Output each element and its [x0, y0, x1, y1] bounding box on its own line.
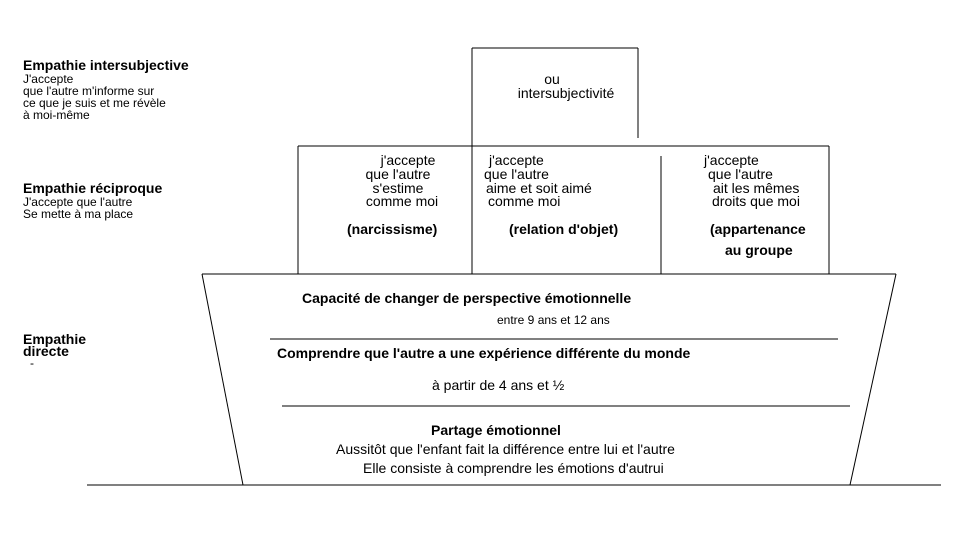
intersubjective-line-3: ce que je suis et me révèle — [23, 96, 166, 110]
group-line-1: j'accepte — [704, 152, 759, 168]
reciprocal-title: Empathie réciproque — [23, 180, 163, 196]
group-line-4: droits que moi — [712, 193, 800, 209]
object-relation-line-3: aime et soit aimé — [486, 180, 592, 196]
object-relation-label: (relation d'objet) — [509, 221, 619, 237]
narcissism-line-2: que l'autre — [365, 166, 431, 182]
top-box-line-1: ou — [544, 71, 560, 87]
narcissism-line-1: j'accepte — [380, 152, 436, 168]
reciprocal-line-1: J'accepte que l'autre — [23, 195, 133, 209]
intersubjective-line-2: que l'autre m'informe sur — [23, 84, 155, 98]
group-line-3: ait les mêmes — [713, 180, 800, 196]
direct-line-2: directe — [23, 343, 69, 359]
narcissism-line-4: comme moi — [365, 193, 439, 209]
object-relation-line-4: comme moi — [488, 193, 561, 209]
understand-age: à partir de 4 ans et ½ — [432, 377, 565, 393]
group-line-2: que l'autre — [708, 166, 773, 182]
intersubjective-line-4: à moi-même — [23, 108, 90, 122]
understand-title: Comprendre que l'autre a une expérience différente du monde — [277, 345, 691, 361]
base-left-edge — [202, 274, 243, 485]
object-relation-line-2: que l'autre — [484, 166, 549, 182]
group-label-line-1: (appartenance — [710, 221, 806, 237]
sharing-title: Partage émotionnel — [431, 422, 561, 438]
sharing-line-1: Aussitôt que l'enfant fait la différence entre lui et l'autre — [336, 441, 675, 457]
top-box-line-2: intersubjectivité — [517, 85, 615, 101]
object-relation-line-1: j'accepte — [489, 152, 544, 168]
perspective-age: entre 9 ans et 12 ans — [497, 313, 610, 327]
direct-line-3: - — [30, 356, 34, 370]
intersubjective-line-1: J'accepte — [23, 72, 74, 86]
sharing-line-2: Elle consiste à comprendre les émotions d'autrui — [363, 460, 664, 476]
group-label-line-2: au groupe — [725, 242, 793, 258]
intersubjective-title: Empathie intersubjective — [23, 57, 189, 73]
narcissism-label: (narcissisme) — [347, 221, 438, 237]
reciprocal-line-2: Se mette à ma place — [23, 207, 134, 221]
direct-line-1: Empathie — [23, 331, 87, 347]
base-right-edge — [850, 274, 896, 485]
narcissism-line-3: s'estime — [372, 180, 424, 196]
perspective-title: Capacité de changer de perspective émotionnelle — [302, 290, 632, 306]
